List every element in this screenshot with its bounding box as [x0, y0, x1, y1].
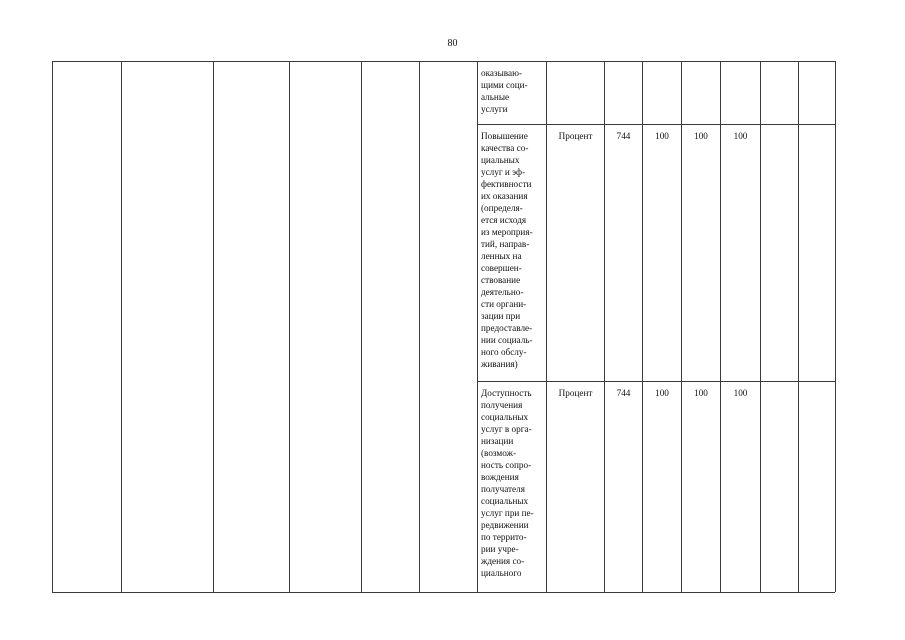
value-cell-2: 100: [694, 131, 708, 141]
table-border-left: [52, 61, 53, 592]
value-cell-2: 100: [694, 388, 708, 398]
column-divider: [213, 61, 214, 592]
table-border-top: [52, 61, 835, 62]
column-divider: [121, 61, 122, 592]
value-cell-3: 100: [733, 131, 748, 141]
column-divider: [419, 61, 420, 592]
column-divider: [361, 61, 362, 592]
column-divider: [289, 61, 290, 592]
okei-code-cell: 744: [616, 388, 631, 398]
okei-code-cell: 744: [616, 131, 631, 141]
table-border-bottom: [52, 592, 835, 593]
column-divider: [798, 61, 799, 592]
value-cell-3: 100: [733, 388, 748, 398]
column-divider: [760, 61, 761, 592]
indicator-cell: оказываю- щими соци- альные услуги: [481, 68, 528, 114]
data-table: [52, 61, 835, 592]
unit-cell: Процент: [558, 388, 593, 398]
indicator-cell: Повышение качества со- циальных услуг и эф- фективности их оказания (определя- ется исходя из мероприя- тий, направ- ленных на совершен- ствование деятельно- сти органи- зации при предоставле- нии социаль- ного обслу- живания): [481, 131, 533, 369]
unit-cell: Процент: [558, 131, 593, 141]
value-cell-1: 100: [655, 131, 669, 141]
table-border-right: [835, 61, 836, 592]
page-number: 80: [447, 38, 458, 49]
indicator-cell: Доступность получения социальных услуг в орга- низации (возмож- ность сопро- вождения получателя социальных услуг при пе- редвижении по террито- рии учре- ждения со- циального: [481, 388, 534, 578]
value-cell-1: 100: [655, 388, 669, 398]
